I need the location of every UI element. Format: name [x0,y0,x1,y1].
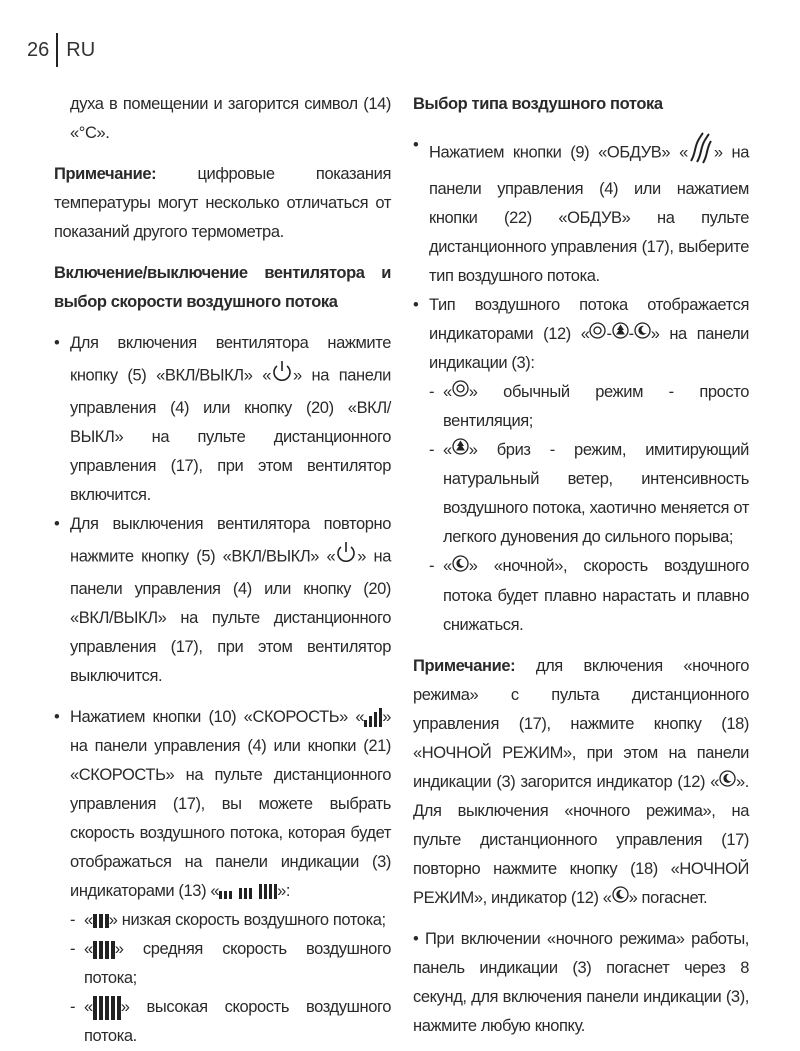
item-text: » «ночной», скорость воздушного потока будет плавно нарастать и плавно снижаться. [443,557,749,634]
quote-open: « [443,557,452,576]
quote-open: « [84,911,93,929]
dash-mark: - [70,998,76,1016]
item-text: » высокая скорость воздушного потока. [84,998,391,1045]
bullet-text: » на панели управления (4) или кнопку (20) «ВКЛ/ВЫКЛ» на пульте дистанционного управления (17), при этом вентилятор включится. [70,366,391,504]
item-text: » низкая скорость воздушного потока; [108,911,386,929]
airflow-section-heading: Выбор типа воздушного потока [413,95,663,113]
bullet-text: Тип воздушного потока отображается индикаторами (12) « [429,296,749,343]
left-column [54,90,391,1051]
dash-mark: - [70,940,76,958]
display-timeout-note: • При включении «ночного режима» работы, панель индикации (3) погаснет через 8 секунд, для включения панели индикации (3), нажмите любую кнопку. [413,929,749,1035]
dash-mark: - [70,911,76,929]
normal-mode-icon [589,320,606,349]
bullet-text: » на панели индикации (3): [429,325,749,373]
speed-indicators-icon [219,884,277,899]
speed-low-item [54,906,391,935]
breeze-mode-item [413,436,749,552]
continued-paragraph: духа в помещении и загорится символ (14) «°С». [70,95,391,142]
page-number: 26 [27,38,50,61]
page-header [27,33,95,67]
bullet-text: Нажатием кнопки (10) «СКОРОСТЬ» « [70,708,365,726]
note-text: цифровые показания температуры могут несколько отличаться от показаний другого термометра. [54,165,391,241]
night-mode-note [413,652,749,913]
normal-mode-icon [452,378,469,407]
right-column [413,90,749,1041]
bullet-fan-on [54,329,391,510]
night-mode-icon [612,884,629,913]
breeze-mode-icon [452,436,469,465]
speed-icon [364,708,382,727]
bullet-speed [54,703,391,906]
night-mode-item [413,552,749,639]
breeze-mode-icon [612,320,629,349]
temperature-note [54,160,391,247]
normal-mode-item [413,378,749,436]
bullet-text: » на панели управления (4) или кнопки (21) «СКОРОСТЬ» на пульте дистанционного управления (17), вы можете выбрать скорость воздушного потока, которая будет отображаться на панели индикации (3) индикаторами (13) « [70,708,391,900]
note-label: Примечание: [413,656,516,675]
speed-high-icon [93,996,121,1020]
dash-mark: - [429,383,435,402]
separator: - [606,325,612,343]
bullet-text: Для выключения вентилятора повторно нажмите кнопку (5) «ВКЛ/ВЫКЛ» « [70,515,391,566]
note-text: » погаснет. [628,888,708,907]
note-label: Примечание: [54,165,157,183]
bullet-text: Для включения вентилятора нажмите кнопку (5) «ВКЛ/ВЫКЛ» « [70,334,391,385]
speed-high-item [54,993,391,1051]
power-icon [271,358,293,394]
night-mode-icon [719,768,736,797]
fan-section-heading: Включение/выключение вентилятора и выбор скорости воздушного потока [54,264,391,311]
note-text: для включения «ночного режима» с пульта дистанционного управления (17), нажмите кнопку (18) «НОЧНОЙ РЕЖИМ», при этом на панели индикации (3) загорится индикатор (12) « [413,656,749,791]
dash-mark: - [429,557,435,576]
bullet-fan-off [54,510,391,691]
quote-open: « [84,998,93,1016]
power-icon [335,539,357,575]
bullet-airflow-button [413,131,749,291]
bullet-text: » на панели управления (4) или нажатием кнопки (22) «ОБДУВ» на пульте дистанционного управления (17), выберите тип воздушного потока. [429,143,750,285]
speed-medium-item [54,935,391,993]
quote-open: « [84,940,93,958]
night-mode-icon [634,320,651,349]
night-mode-icon [452,553,469,582]
item-text: » бриз - режим, имитирующий натуральный ветер, интенсивность воздушного потока, хаотично меняется от легкого дуновения до сильного порыва; [443,441,749,547]
header-divider [56,33,58,67]
item-text: » средняя скорость воздушного потока; [84,940,391,987]
separator: - [628,325,634,343]
quote-open: « [443,383,452,402]
wind-icon [688,131,714,175]
speed-low-icon [93,914,109,928]
dash-mark: - [429,441,435,460]
language-label: RU [66,38,96,61]
speed-medium-icon [93,941,115,959]
item-text: » обычный режим - просто вентиляция; [443,383,749,431]
bullet-text: » на панели управления (4) или кнопку (20) «ВКЛ/ВЫКЛ» на пульте дистанционного управления (17), при этом вентилятор выключится. [70,547,392,685]
bullet-airflow-indicators [413,291,749,378]
quote-open: « [443,441,452,460]
note-text: ». Для выключения «ночного режима», на пульте дистанционного управления (17) повторно нажмите кнопку (18) «НОЧНОЙ РЕЖИМ», индикатор (12) « [413,772,749,907]
bullet-text: Нажатием кнопки (9) «ОБДУВ» « [429,143,688,162]
bullet-text: »: [277,882,291,900]
